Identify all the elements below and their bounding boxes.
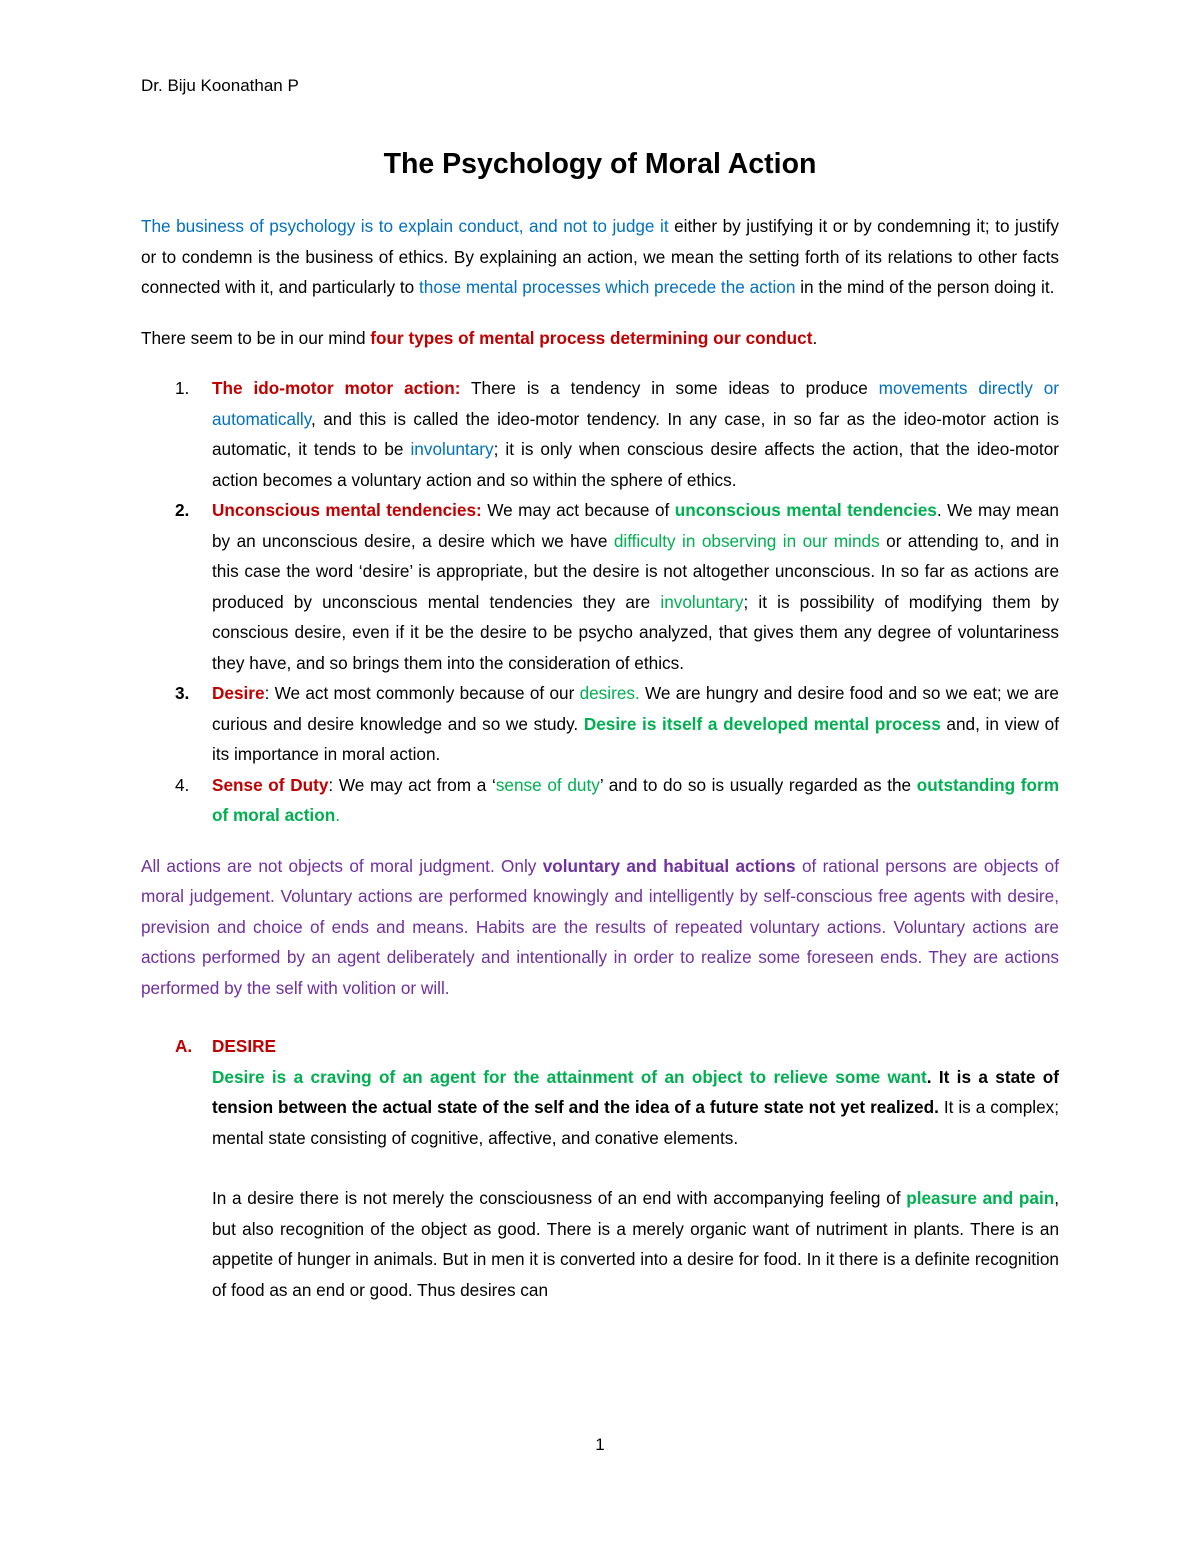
section-marker: A. (175, 1036, 193, 1056)
section-heading: DESIRE (212, 1036, 276, 1056)
list-item-term: Desire (212, 683, 265, 703)
intro-highlight-1: The business of psychology is to explain conduct, and not to judge it (141, 216, 669, 236)
list-item-text: and, in view of its importance in moral action. (212, 713, 1059, 764)
list-item-unconscious (141, 495, 1059, 678)
list-item-sense-of-duty (141, 770, 1059, 831)
list-item-text: : We may act from a ‘ (328, 774, 496, 795)
list-item-highlight: involuntary (410, 439, 494, 459)
voluntary-highlight: voluntary and habitual actions (542, 855, 796, 876)
page-number: 1 (595, 1435, 605, 1454)
list-marker: 4. (175, 774, 190, 795)
list-item-term: Sense of Duty (212, 774, 329, 795)
list-item-text: ’ and to do so is usually regarded as the (599, 774, 917, 795)
list-item-highlight: unconscious mental tendencies (674, 500, 937, 520)
list-marker: 1. (175, 378, 190, 398)
list-item-text: : We act most commonly because of our (264, 683, 580, 703)
document-body (141, 211, 1059, 1305)
desire-definition-bold: . It is a state of tension between the actual state of the self and the idea of a future state not yet realized. (212, 1066, 1059, 1117)
list-item-highlight: Desire is itself a developed mental process (583, 713, 941, 734)
types-intro-paragraph (141, 323, 1059, 354)
types-intro-text: There seem to be in our mind (141, 327, 371, 348)
list-item-highlight: difficulty in observing in our minds (613, 530, 880, 551)
voluntary-actions-paragraph (141, 851, 1059, 1004)
list-marker: 2. (175, 500, 190, 520)
mental-process-list (141, 373, 1059, 831)
desire-definition-paragraph (212, 1062, 1059, 1154)
list-item-term: Unconscious mental tendencies: (212, 500, 482, 520)
list-item-text: We are hungry and desire food and so we eat; we are curious and desire knowledge and so we study. (212, 683, 1059, 734)
intro-text-1: either by justifying it or by condemning it; to justify or to condemn is the business of ethics. By explaining an action, we mean the setting forth of its relations to other facts connected with it, and particularly to (141, 216, 1059, 297)
list-item-highlight: movements directly or automatically (212, 378, 1059, 429)
voluntary-text: of rational persons are objects of moral judgement. Voluntary actions are performed knowingly and intelligently by self-conscious free agents with desire, prevision and choice of ends and means. Habits are the results of repeated voluntary actions. Voluntary actions are actions performed by an agent deliberately and intentionally in order to realize some foreseen ends. They are actions performed by the self with volition or will. (141, 855, 1059, 998)
desire-explanation-text: , but also recognition of the object as good. There is a merely organic want of nutriment in plants. There is an appetite of hunger in animals. But in men it is converted into a desire for food. In it there is a definite recognition of food as an end or good. Thus desires can (212, 1188, 1060, 1300)
desire-definition-highlight: Desire is a craving of an agent for the attainment of an object to relieve some want (212, 1066, 927, 1087)
types-intro-period: . (812, 327, 818, 348)
list-item-highlight: desires. (579, 683, 640, 703)
list-item-ideo-motor (141, 373, 1059, 495)
page-header-author: Dr. Biju Koonathan P (141, 76, 299, 95)
list-marker: 3. (175, 683, 190, 703)
desire-explanation-paragraph (212, 1183, 1059, 1305)
list-item-text: ; it is possibility of modifying them by conscious desire, even if it be the desire to be psycho analyzed, that gives them any degree of voluntariness they have, and so brings them into the consideration of ethics. (212, 591, 1059, 673)
list-item-text: , and this is called the ideo-motor tendency. In any case, in so far as the ideo-motor action is automatic, it tends to be (212, 408, 1059, 459)
list-item-term: The ido-motor motor action: (212, 378, 461, 398)
list-item-desire (141, 678, 1059, 770)
section-desire (141, 1031, 1059, 1305)
list-item-highlight: outstanding form of moral action (212, 774, 1059, 825)
intro-paragraph (141, 211, 1059, 303)
intro-text-2: in the mind of the person doing it. (795, 277, 1055, 297)
list-item-text: . (335, 805, 340, 825)
list-item-highlight: sense of duty (495, 774, 600, 795)
document-title: The Psychology of Moral Action (383, 148, 817, 180)
intro-highlight-2: those mental processes which precede the action (419, 277, 796, 297)
list-item-text: There is a tendency in some ideas to produce (460, 378, 879, 398)
types-intro-highlight: four types of mental process determining our conduct (370, 327, 813, 348)
desire-definition-text: It is a complex; mental state consisting of cognitive, affective, and conative elements. (212, 1097, 1060, 1148)
voluntary-text: All actions are not objects of moral judgment. Only (141, 855, 543, 876)
desire-explanation-highlight: pleasure and pain (906, 1188, 1055, 1208)
list-item-text: ; it is only when conscious desire affects the action, that the ideo-motor action becomes a voluntary action and so within the sphere of ethics. (212, 439, 1059, 490)
list-item-highlight: involuntary (660, 591, 744, 612)
list-item-text: or attending to, and in this case the word ‘desire’ is appropriate, but the desire is not altogether unconscious. In so far as actions are produced by unconscious mental tendencies they are (212, 530, 1060, 612)
list-item-text: . We may mean by an unconscious desire, a desire which we have (212, 500, 1059, 551)
desire-explanation-text: In a desire there is not merely the consciousness of an end with accompanying feeling of (212, 1188, 907, 1208)
list-item-text: We may act because of (481, 500, 675, 520)
